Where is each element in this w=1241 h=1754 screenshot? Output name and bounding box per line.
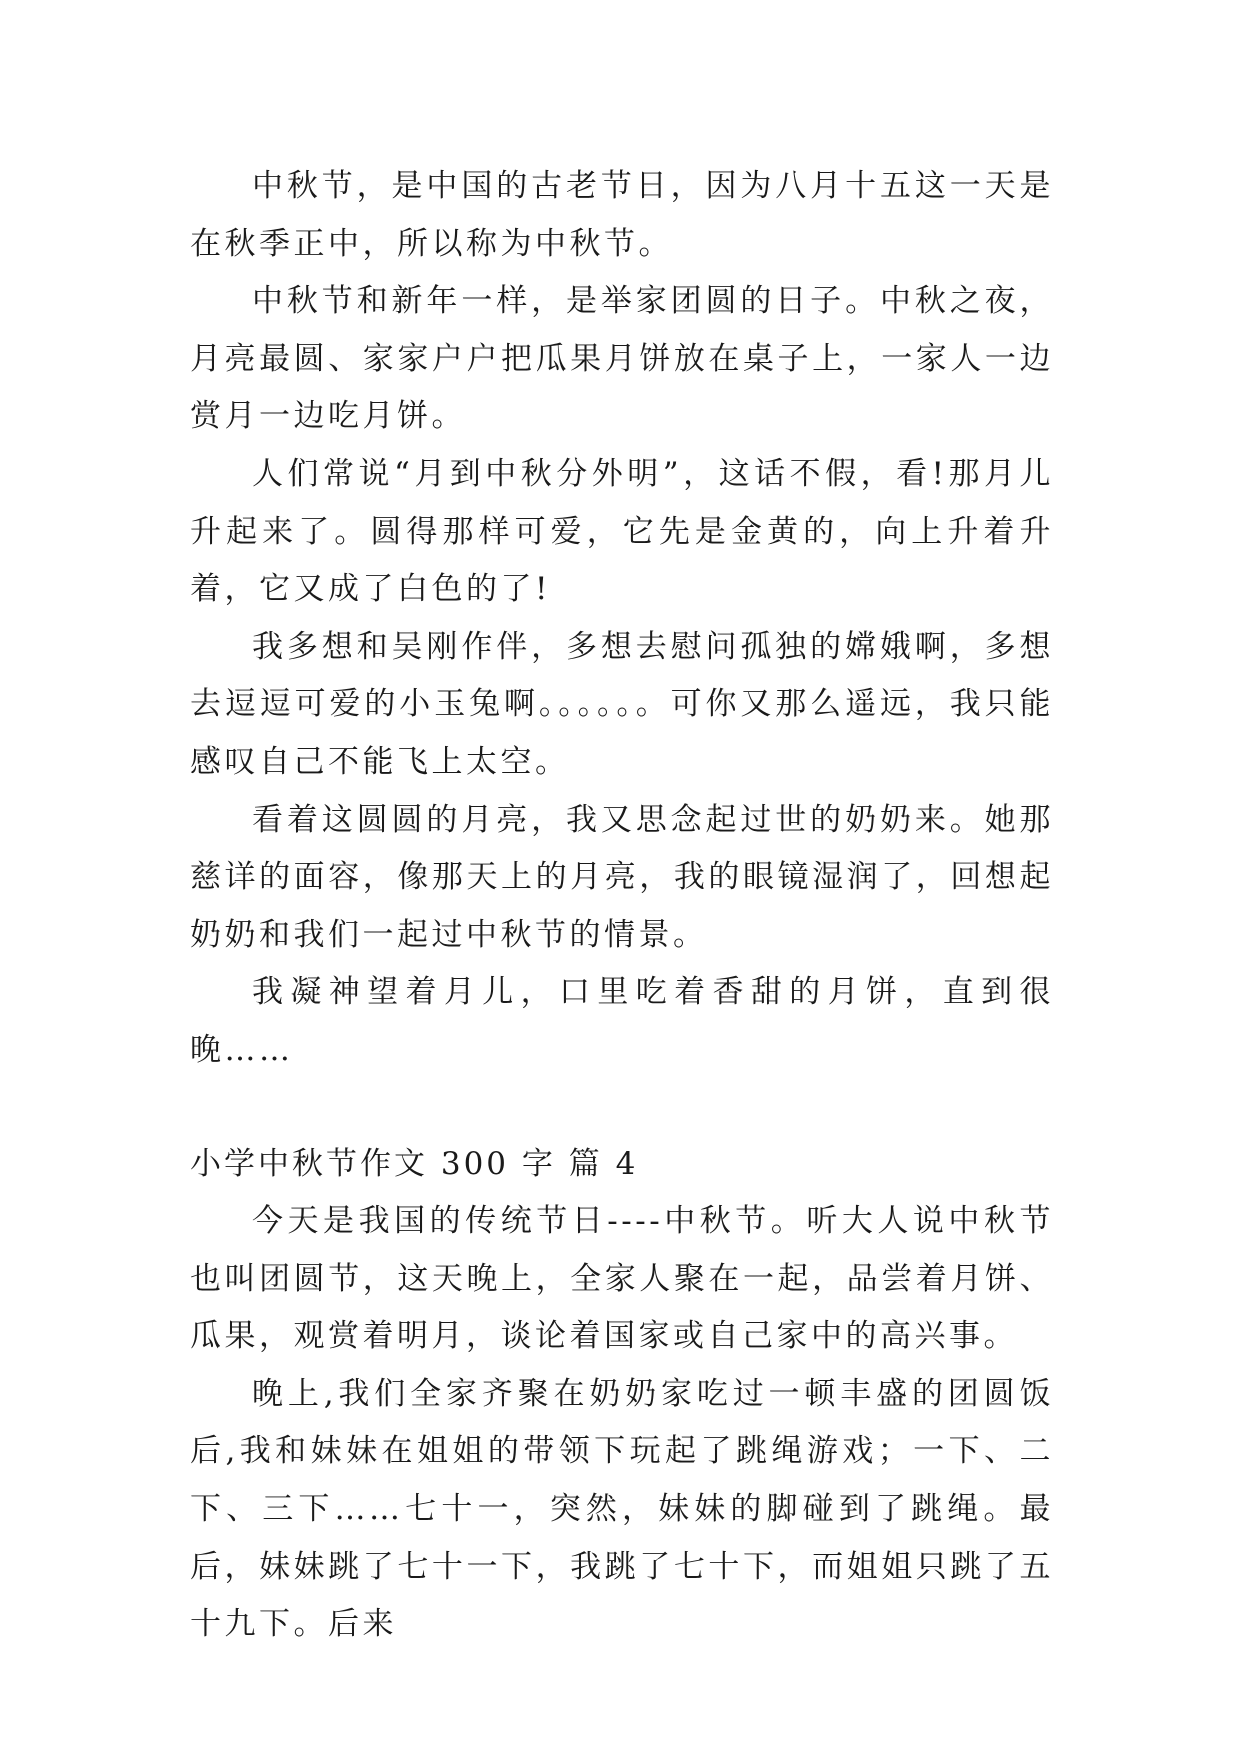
paragraph-chang-e-wish: 我多想和吴刚作伴，多想去慰问孤独的嫦娥啊，多想去逗逗可爱的小玉兔啊。。。。。。可你又那么遥远，我只能感叹自己不能飞上太空。 (190, 628, 1054, 780)
paragraph-mid-autumn-intro: 中秋节，是中国的古老节日，因为八月十五这一天是在秋季正中，所以称为中秋节。 (190, 168, 1054, 262)
paragraph-traditional-festival: 今天是我国的传统节日----中秋节。听大人说中秋节也叫团圆节，这天晚上，全家人聚在一起，品尝着月饼、瓜果，观赏着明月，谈论着国家或自己家中的高兴事。 (190, 1203, 1054, 1355)
paragraph-gazing-moon: 我凝神望着月儿，口里吃着香甜的月饼，直到很晚…… (190, 974, 1054, 1068)
document-page (190, 158, 1054, 1654)
essay-heading: 小学中秋节作文 300 字 篇 4 (190, 1145, 639, 1182)
paragraph-jump-rope: 晚上,我们全家齐聚在奶奶家吃过一顿丰盛的团圆饭后,我和妹妹在姐姐的带领下玩起了跳绳游戏；一下、二下、三下……七十一，突然，妹妹的脚碰到了跳绳。最后，妹妹跳了七十一下，我跳了七十下，而姐姐只跳了五十九下。后来 (190, 1375, 1054, 1643)
paragraph-moon-rising: 人们常说“月到中秋分外明”，这话不假，看!那月儿升起来了。圆得那样可爱，它先是金黄的，向上升着升着，它又成了白色的了! (190, 455, 1054, 608)
paragraph-missing-grandma: 看着这圆圆的月亮，我又思念起过世的奶奶来。她那慈详的面容，像那天上的月亮，我的眼镜湿润了，回想起奶奶和我们一起过中秋节的情景。 (190, 801, 1054, 953)
paragraph-family-reunion: 中秋节和新年一样，是举家团圆的日子。中秋之夜，月亮最圆、家家户户把瓜果月饼放在桌子上，一家人一边赏月一边吃月饼。 (190, 283, 1054, 435)
